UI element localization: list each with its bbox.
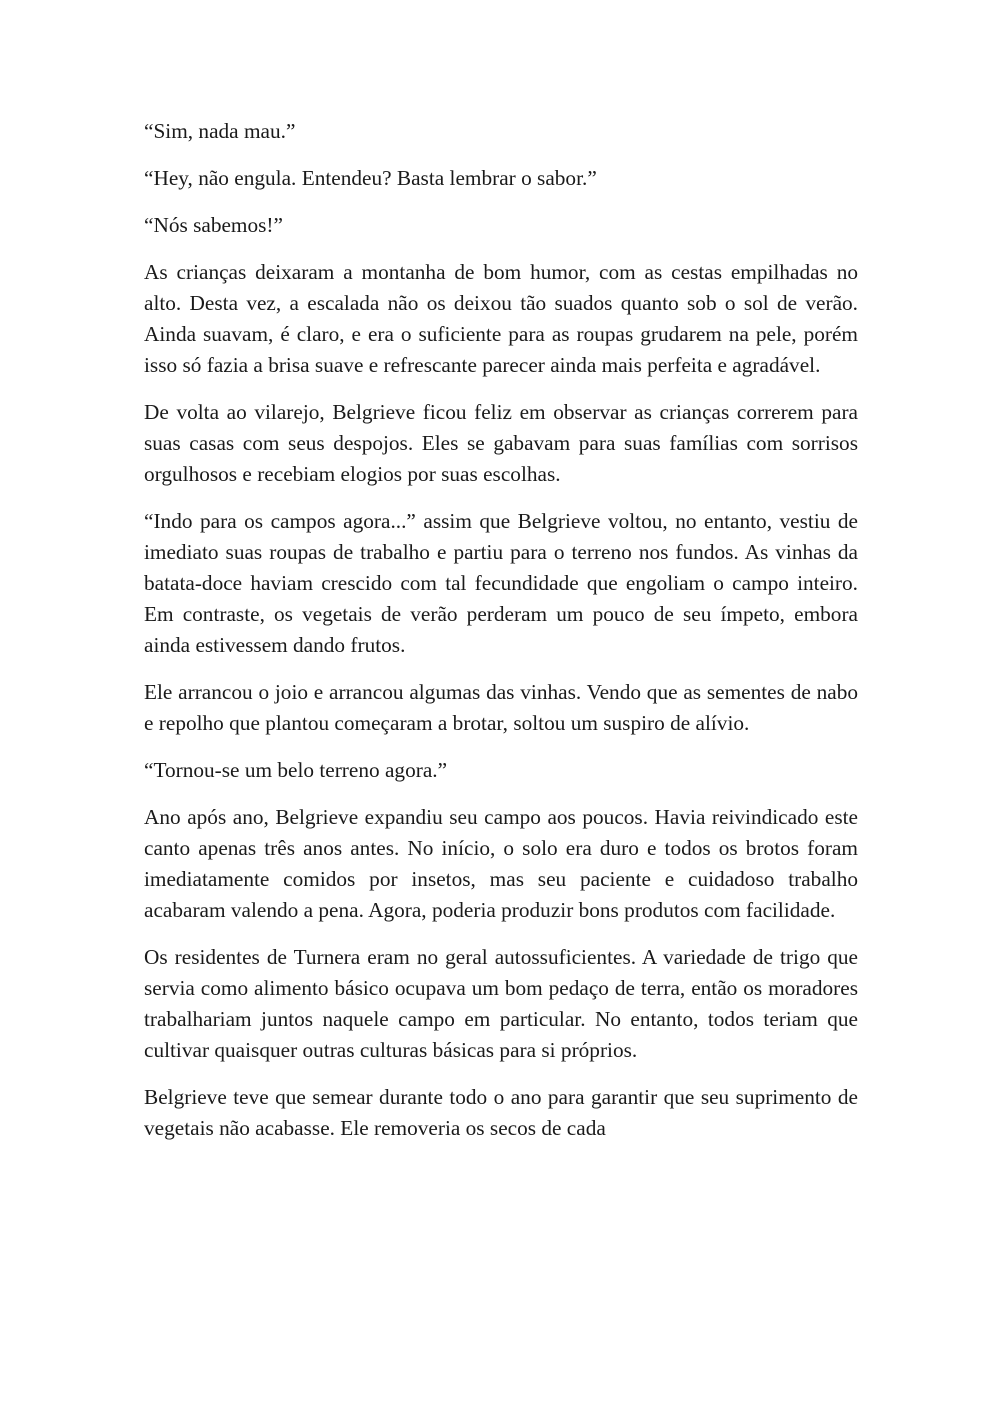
paragraph: Ano após ano, Belgrieve expandiu seu campo aos poucos. Havia reivindicado este canto apenas três anos antes. No início, o solo era duro e todos os brotos foram imediatamente comidos por insetos, mas seu paciente e cuidadoso trabalho acabaram valendo a pena. Agora, poderia produzir bons produtos com facilidade. bbox=[144, 805, 858, 922]
paragraph: As crianças deixaram a montanha de bom humor, com as cestas empilhadas no alto. Desta vez, a escalada não os deixou tão suados quanto sob o sol de verão. Ainda suavam, é claro, e era o suficiente para as roupas grudarem na pele, porém isso só fazia a brisa suave e refrescante parecer ainda mais perfeita e agradável. bbox=[144, 260, 858, 377]
paragraph: “Nós sabemos!” bbox=[144, 213, 283, 237]
paragraph: “Hey, não engula. Entendeu? Basta lembrar o sabor.” bbox=[144, 166, 597, 190]
body-text bbox=[144, 116, 858, 1160]
paragraph: De volta ao vilarejo, Belgrieve ficou feliz em observar as crianças correrem para suas casas com seus despojos. Eles se gabavam para suas famílias com sorrisos orgulhosos e recebiam elogios por suas escolhas. bbox=[144, 400, 858, 486]
paragraph: Os residentes de Turnera eram no geral autossuficientes. A variedade de trigo que servia como alimento básico ocupava um bom pedaço de terra, então os moradores trabalhariam juntos naquele campo em particular. No entanto, todos teriam que cultivar quaisquer outras culturas básicas para si próprios. bbox=[144, 945, 858, 1062]
paragraph: Belgrieve teve que semear durante todo o ano para garantir que seu suprimento de vegetais não acabasse. Ele removeria os secos de cada bbox=[144, 1085, 858, 1140]
paragraph: “Tornou-se um belo terreno agora.” bbox=[144, 758, 448, 782]
paragraph: “Sim, nada mau.” bbox=[144, 119, 296, 143]
paragraph: Ele arrancou o joio e arrancou algumas das vinhas. Vendo que as sementes de nabo e repolho que plantou começaram a brotar, soltou um suspiro de alívio. bbox=[144, 680, 858, 735]
paragraph: “Indo para os campos agora...” assim que Belgrieve voltou, no entanto, vestiu de imediato suas roupas de trabalho e partiu para o terreno nos fundos. As vinhas da batata-doce haviam crescido com tal fecundidade que engoliam o campo inteiro. Em contraste, os vegetais de verão perderam um pouco de seu ímpeto, embora ainda estivessem dando frutos. bbox=[144, 509, 858, 657]
